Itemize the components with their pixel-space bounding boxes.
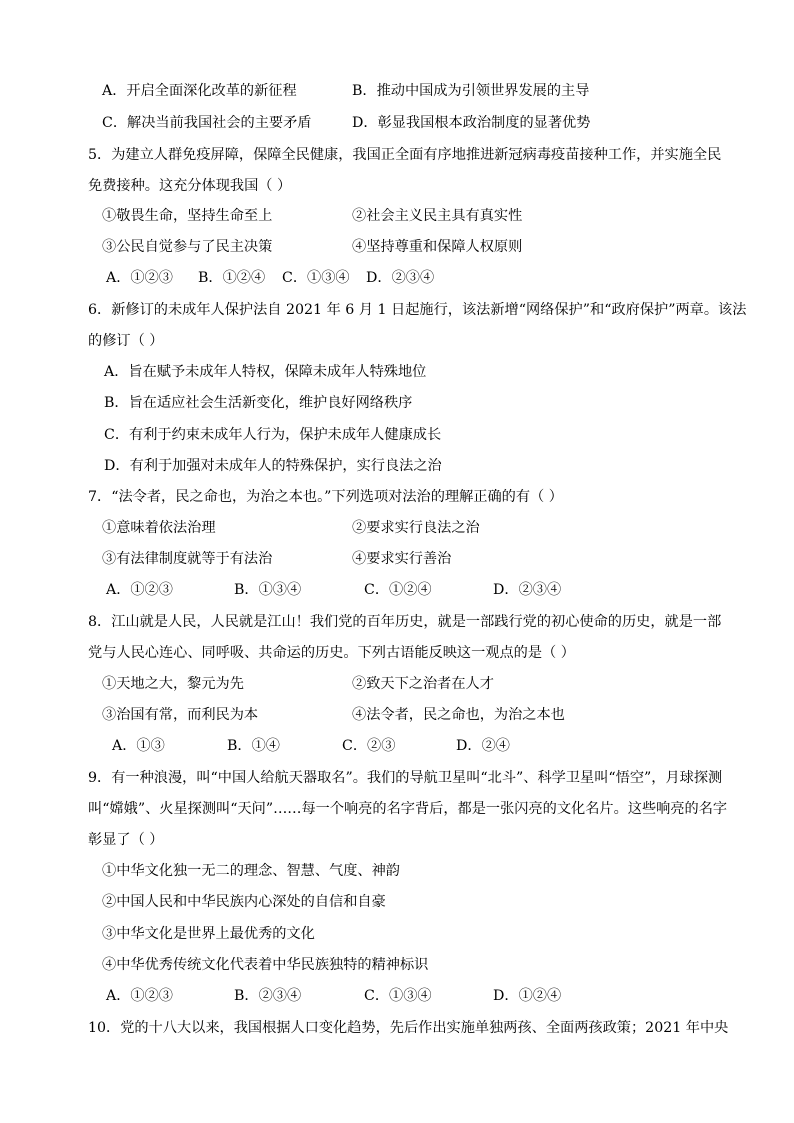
q8-choice-c: C．②③ — [342, 738, 396, 754]
q8-choice-a: A．①③ — [112, 738, 165, 754]
q9-item-4: ④中华优秀传统文化代表着中华民族独特的精神标识 — [102, 957, 429, 973]
q9-item-3: ③中华文化是世界上最优秀的文化 — [102, 926, 315, 942]
q5-choice-a: A．①②③ — [106, 270, 173, 286]
q4-option-c: C．解决当前我国社会的主要矛盾 — [102, 115, 312, 131]
q8-stem-line2: 党与人民心连心、同呼吸、共命运的历史。下列古语能反映这一观点的是（ ） — [88, 645, 575, 661]
q7-choice-c: C．①②④ — [364, 582, 432, 598]
q9-stem-line3: 彰显了（ ） — [88, 832, 164, 848]
q6-option-b: B．旨在适应社会生活新变化，维护良好网络秩序 — [104, 395, 413, 411]
q8-item-1: ①天地之大，黎元为先 — [102, 676, 244, 692]
q7-item-3: ③有法律制度就等于有法治 — [102, 551, 273, 567]
q8-item-2: ②致天下之治者在人才 — [352, 676, 494, 692]
q9-choice-b: B．②③④ — [234, 988, 302, 1004]
q7-choice-b: B．①③④ — [234, 582, 302, 598]
q4-option-d: D．彰显我国根本政治制度的显著优势 — [352, 115, 591, 131]
q7-item-4: ④要求实行善治 — [352, 551, 452, 567]
q5-item-2: ②社会主义民主具有真实性 — [352, 208, 523, 224]
q9-stem-line2: 叫“嫦娥”、火星探测叫“天问”……每一个响亮的名字背后，都是一张闪亮的文化名片。这些响亮的名字 — [88, 801, 728, 817]
q8-choice-d: D．②④ — [456, 738, 510, 754]
q5-stem-line1: 5．为建立人群免疫屏障，保障全民健康，我国正全面有序地推进新冠病毒疫苗接种工作，并实施全民 — [88, 147, 722, 163]
q8-item-3: ③治国有常，而利民为本 — [102, 707, 259, 723]
q6-option-d: D．有利于加强对未成年人的特殊保护，实行良法之治 — [104, 458, 442, 474]
q7-choice-d: D．②③④ — [493, 582, 562, 598]
q5-item-1: ①敬畏生命，坚持生命至上 — [102, 208, 273, 224]
q6-stem-line1: 6．新修订的未成年人保护法自 2021 年 6 月 1 日起施行，该法新增“网络保护”和“政府保护”两章。该法 — [88, 302, 747, 318]
q5-stem-line2: 免费接种。这充分体现我国（ ） — [88, 178, 292, 194]
q6-option-a: A．旨在赋予未成年人特权，保障未成年人特殊地位 — [104, 364, 427, 380]
q7-item-2: ②要求实行良法之治 — [352, 520, 480, 536]
q5-choice-d: D．②③④ — [366, 270, 435, 286]
q4-option-a: A．开启全面深化改革的新征程 — [102, 83, 297, 99]
q5-choice-c: C．①③④ — [282, 270, 350, 286]
q5-item-3: ③公民自觉参与了民主决策 — [102, 239, 273, 255]
q9-stem-line1: 9．有一种浪漫，叫“中国人给航天器取名”。我们的导航卫星叫“北斗”、科学卫星叫“悟空”，月球探测 — [88, 770, 723, 786]
q4-option-b: B．推动中国成为引领世界发展的主导 — [352, 83, 590, 99]
q9-choice-a: A．①②③ — [106, 988, 173, 1004]
q9-item-1: ①中华文化独一无二的理念、智慧、气度、神韵 — [102, 863, 400, 879]
q6-option-c: C．有利于约束未成年人行为，保护未成年人健康成长 — [104, 427, 442, 443]
q5-choice-b: B．①②④ — [198, 270, 266, 286]
q9-choice-d: D．①②④ — [493, 988, 562, 1004]
q5-item-4: ④坚持尊重和保障人权原则 — [352, 239, 523, 255]
q7-choice-a: A．①②③ — [106, 582, 173, 598]
q9-item-2: ②中国人民和中华民族内心深处的自信和自豪 — [102, 894, 386, 910]
q10-stem-line1: 10．党的十八大以来，我国根据人口变化趋势，先后作出实施单独两孩、全面两孩政策；2021 年中央 — [88, 1020, 729, 1036]
q6-stem-line2: 的修订（ ） — [88, 333, 164, 349]
q8-item-4: ④法令者，民之命也，为治之本也 — [352, 707, 565, 723]
q8-choice-b: B．①④ — [227, 738, 280, 754]
q8-stem-line1: 8．江山就是人民，人民就是江山！我们党的百年历史，就是一部践行党的初心使命的历史，就是一部 — [88, 614, 722, 630]
q7-item-1: ①意味着依法治理 — [102, 520, 216, 536]
q7-stem: 7．“法令者，民之命也，为治之本也。”下列选项对法治的理解正确的有（ ） — [88, 489, 563, 505]
q9-choice-c: C．①③④ — [364, 988, 432, 1004]
